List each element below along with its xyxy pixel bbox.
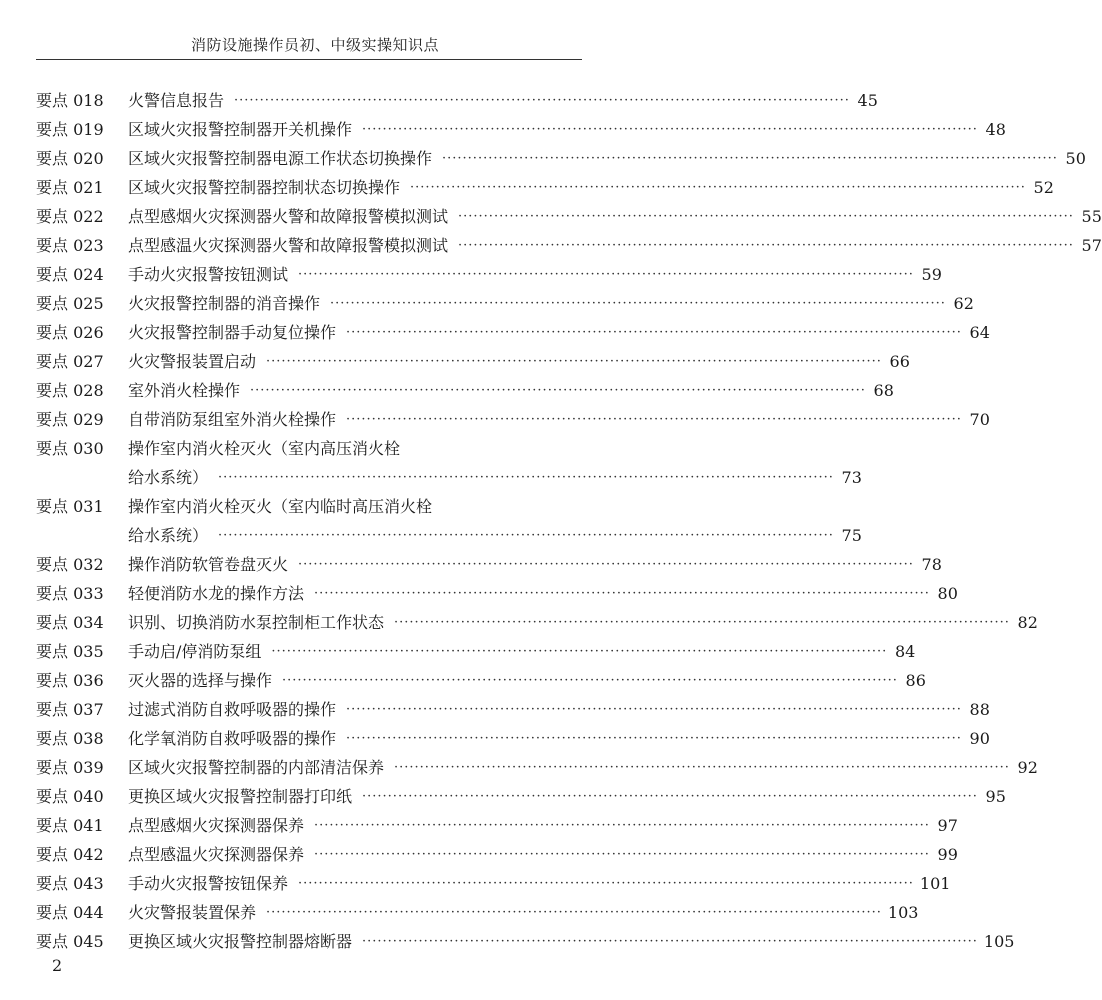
toc-entry-code: 要点 020 bbox=[36, 149, 104, 168]
toc-entry-page: 80 bbox=[937, 584, 958, 603]
toc-leader-dots: ························································································································ bbox=[298, 876, 914, 891]
toc-entry-line bbox=[36, 231, 1102, 260]
toc-entry-page: 55 bbox=[1081, 207, 1102, 226]
toc-leader-dots: ························································································································ bbox=[458, 238, 1074, 253]
toc-leader-dots: ························································································································ bbox=[282, 673, 898, 688]
toc-entry[interactable] bbox=[36, 724, 990, 753]
toc-leader-dots: ························································································································ bbox=[410, 180, 1026, 195]
toc-entry-title: 操作消防软管卷盘灭火 bbox=[128, 555, 289, 574]
toc-entry[interactable] bbox=[36, 550, 942, 579]
toc-entry-title: 给水系统） bbox=[128, 468, 209, 487]
toc-entry[interactable] bbox=[36, 898, 919, 927]
toc-entry[interactable] bbox=[36, 840, 958, 869]
toc-leader-dots: ························································································································ bbox=[234, 93, 850, 108]
header-rule bbox=[36, 59, 582, 60]
toc-entry-page: 66 bbox=[889, 352, 910, 371]
toc-leader-dots: ························································································································ bbox=[346, 731, 962, 746]
toc-entry[interactable] bbox=[36, 434, 862, 492]
toc-entry[interactable] bbox=[36, 608, 1038, 637]
toc-entry-code: 要点 033 bbox=[36, 584, 104, 603]
toc-entry-code: 要点 042 bbox=[36, 845, 104, 864]
toc-entry-title: 更换区域火灾报警控制器熔断器 bbox=[128, 932, 353, 951]
toc-entry[interactable] bbox=[36, 318, 990, 347]
toc-entry-page: 99 bbox=[937, 845, 958, 864]
toc-entry-code: 要点 038 bbox=[36, 729, 104, 748]
toc-entry-code: 要点 041 bbox=[36, 816, 104, 835]
toc-entry-title: 更换区域火灾报警控制器打印纸 bbox=[128, 787, 353, 806]
toc-entry-line bbox=[36, 492, 582, 521]
toc-entry-line bbox=[36, 608, 1038, 637]
toc-leader-dots: ························································································································ bbox=[298, 557, 914, 572]
toc-entry[interactable] bbox=[36, 927, 1015, 956]
toc-entry-title: 火灾警报装置启动 bbox=[128, 352, 257, 371]
toc-entry-line bbox=[36, 550, 942, 579]
toc-entry-page: 70 bbox=[969, 410, 990, 429]
toc-entry-code: 要点 036 bbox=[36, 671, 104, 690]
toc-entry-continuation-line bbox=[36, 521, 862, 550]
toc-entry-page: 84 bbox=[894, 642, 916, 661]
toc-entry-line bbox=[36, 898, 919, 927]
toc-entry[interactable] bbox=[36, 144, 1086, 173]
toc-leader-dots: ························································································································ bbox=[271, 644, 888, 659]
toc-entry[interactable] bbox=[36, 289, 974, 318]
toc-leader-dots: ························································································································ bbox=[346, 325, 962, 340]
toc-entry-line bbox=[36, 869, 951, 898]
toc-entry-code: 要点 021 bbox=[36, 178, 104, 197]
toc-entry-code: 要点 029 bbox=[36, 410, 104, 429]
toc-entry-title: 点型感温火灾探测器保养 bbox=[128, 845, 305, 864]
toc-entry-code: 要点 031 bbox=[36, 497, 104, 516]
toc-entry-page: 59 bbox=[921, 265, 942, 284]
toc-entry-code: 要点 018 bbox=[36, 91, 104, 110]
toc-leader-dots: ························································································································ bbox=[250, 383, 866, 398]
toc-entry-code: 要点 026 bbox=[36, 323, 104, 342]
toc-leader-dots: ························································································································ bbox=[314, 586, 930, 601]
toc-entry-page: 90 bbox=[969, 729, 990, 748]
toc-entry-title: 化学氧消防自救呼吸器的操作 bbox=[128, 729, 337, 748]
toc-entry-line bbox=[36, 782, 1006, 811]
toc-entry-code: 要点 035 bbox=[36, 642, 104, 661]
toc-leader-dots: ························································································································ bbox=[362, 789, 978, 804]
toc-entry-page: 92 bbox=[1017, 758, 1038, 777]
toc-leader-dots: ························································································································ bbox=[330, 296, 946, 311]
toc-leader-dots: ························································································································ bbox=[394, 615, 1010, 630]
toc-entry-code: 要点 024 bbox=[36, 265, 104, 284]
toc-leader-dots: ························································································································ bbox=[346, 412, 962, 427]
toc-entry[interactable] bbox=[36, 231, 1102, 260]
toc-entry-line bbox=[36, 260, 942, 289]
toc-entry-title: 区域火灾报警控制器的内部清洁保养 bbox=[128, 758, 385, 777]
toc-leader-dots: ························································································································ bbox=[266, 905, 882, 920]
toc-entry-title: 火灾报警控制器的消音操作 bbox=[128, 294, 321, 313]
toc-entry-code: 要点 022 bbox=[36, 207, 104, 226]
toc-entry-title: 轻便消防水龙的操作方法 bbox=[128, 584, 305, 603]
toc-entry-code: 要点 032 bbox=[36, 555, 104, 574]
toc-entry-line bbox=[36, 434, 582, 463]
toc-entry-page: 50 bbox=[1065, 149, 1086, 168]
toc-leader-dots: ························································································································ bbox=[298, 267, 914, 282]
toc-leader-dots: ························································································································ bbox=[346, 702, 962, 717]
toc-entry-page: 62 bbox=[953, 294, 974, 313]
toc-entry-page: 68 bbox=[873, 381, 894, 400]
toc-entry-title: 操作室内消火栓灭火（室内临时高压消火栓 bbox=[128, 497, 433, 516]
toc-leader-dots: ························································································································ bbox=[218, 470, 834, 485]
toc-entry-code: 要点 040 bbox=[36, 787, 104, 806]
toc-leader-dots: ························································································································ bbox=[314, 818, 930, 833]
toc-entry[interactable] bbox=[36, 782, 1006, 811]
toc-entry-line bbox=[36, 753, 1038, 782]
toc-entry-page: 73 bbox=[841, 468, 862, 487]
toc-entry-code: 要点 034 bbox=[36, 613, 104, 632]
toc-entry-line bbox=[36, 347, 910, 376]
running-header: 消防设施操作员初、中级实操知识点 bbox=[190, 36, 439, 54]
toc-entry[interactable] bbox=[36, 695, 990, 724]
toc-entry-page: 52 bbox=[1033, 178, 1054, 197]
toc-leader-dots: ························································································································ bbox=[458, 209, 1074, 224]
toc-entry-page: 57 bbox=[1081, 236, 1102, 255]
toc-entry-code: 要点 027 bbox=[36, 352, 104, 371]
toc-entry-line bbox=[36, 289, 974, 318]
toc-entry-title: 点型感温火灾探测器火警和故障报警模拟测试 bbox=[128, 236, 449, 255]
toc-leader-dots: ························································································································ bbox=[218, 528, 834, 543]
toc-entry[interactable] bbox=[36, 115, 1006, 144]
toc-entry-page: 95 bbox=[985, 787, 1006, 806]
toc-entry-line bbox=[36, 724, 990, 753]
toc-entry-line bbox=[36, 86, 878, 115]
toc-entry-page: 97 bbox=[937, 816, 958, 835]
toc-entry[interactable] bbox=[36, 173, 1054, 202]
toc-entry-page: 75 bbox=[841, 526, 862, 545]
toc-entry-line bbox=[36, 927, 1015, 956]
toc-entry-code: 要点 019 bbox=[36, 120, 104, 139]
toc-entry-title: 火灾报警控制器手动复位操作 bbox=[128, 323, 337, 342]
toc-entry-title: 火灾警报装置保养 bbox=[128, 903, 257, 922]
toc-entry-page: 64 bbox=[969, 323, 990, 342]
toc-entry[interactable] bbox=[36, 405, 990, 434]
toc-entry-line bbox=[36, 202, 1102, 231]
toc-entry-code: 要点 030 bbox=[36, 439, 104, 458]
toc-entry-code: 要点 028 bbox=[36, 381, 104, 400]
toc-entry-code: 要点 039 bbox=[36, 758, 104, 777]
toc-entry-page: 105 bbox=[983, 932, 1015, 951]
toc-entry[interactable] bbox=[36, 753, 1038, 782]
toc-entry-title: 自带消防泵组室外消火栓操作 bbox=[128, 410, 337, 429]
toc-entry-line bbox=[36, 695, 990, 724]
toc-leader-dots: ························································································································ bbox=[442, 151, 1058, 166]
toc-entry-page: 48 bbox=[985, 120, 1006, 139]
toc-entry-title: 点型感烟火灾探测器保养 bbox=[128, 816, 305, 835]
toc-leader-dots: ························································································································ bbox=[266, 354, 882, 369]
toc-leader-dots: ························································································································ bbox=[314, 847, 930, 862]
toc-entry-title: 点型感烟火灾探测器火警和故障报警模拟测试 bbox=[128, 207, 449, 226]
toc-entry-title: 手动火灾报警按钮测试 bbox=[128, 265, 289, 284]
toc-entry-line bbox=[36, 115, 1006, 144]
toc-entry-line bbox=[36, 144, 1086, 173]
toc-entry-line bbox=[36, 173, 1054, 202]
toc-entry-page: 78 bbox=[921, 555, 942, 574]
toc-entry-code: 要点 023 bbox=[36, 236, 104, 255]
toc-entry-title: 识别、切换消防水泵控制柜工作状态 bbox=[128, 613, 385, 632]
toc-entry-page: 103 bbox=[887, 903, 919, 922]
toc-entry-title: 区域火灾报警控制器控制状态切换操作 bbox=[128, 178, 401, 197]
toc-entry-title: 手动火灾报警按钮保养 bbox=[128, 874, 289, 893]
toc-entry[interactable] bbox=[36, 579, 958, 608]
toc-entry-line bbox=[36, 840, 958, 869]
toc-entry-line bbox=[36, 666, 926, 695]
toc-entry-page: 82 bbox=[1017, 613, 1038, 632]
toc-entry[interactable] bbox=[36, 492, 862, 550]
toc-entry[interactable] bbox=[36, 811, 958, 840]
toc-entry-title: 手动启/停消防泵组 bbox=[128, 642, 262, 661]
toc-entry-line bbox=[36, 318, 990, 347]
toc-entry-line bbox=[36, 811, 958, 840]
toc-entry[interactable] bbox=[36, 347, 910, 376]
toc-entry[interactable] bbox=[36, 666, 926, 695]
toc-leader-dots: ························································································································ bbox=[362, 122, 978, 137]
toc-entry-code: 要点 025 bbox=[36, 294, 104, 313]
toc-entry-page: 86 bbox=[905, 671, 926, 690]
table-of-contents bbox=[36, 86, 1102, 956]
toc-entry-line bbox=[36, 376, 894, 405]
toc-entry-title: 区域火灾报警控制器开关机操作 bbox=[128, 120, 353, 139]
toc-entry-line bbox=[36, 579, 958, 608]
toc-entry-title: 操作室内消火栓灭火（室内高压消火栓 bbox=[128, 439, 401, 458]
toc-entry-code: 要点 043 bbox=[36, 874, 104, 893]
toc-entry-title: 区域火灾报警控制器电源工作状态切换操作 bbox=[128, 149, 433, 168]
toc-entry[interactable] bbox=[36, 376, 894, 405]
toc-entry-title: 过滤式消防自救呼吸器的操作 bbox=[128, 700, 337, 719]
toc-entry-page: 88 bbox=[969, 700, 990, 719]
toc-entry[interactable] bbox=[36, 202, 1102, 231]
toc-entry-code: 要点 045 bbox=[36, 932, 104, 951]
toc-entry-code: 要点 044 bbox=[36, 903, 104, 922]
toc-entry-continuation-line bbox=[36, 463, 862, 492]
toc-entry-title: 给水系统） bbox=[128, 526, 209, 545]
toc-entry-title: 室外消火栓操作 bbox=[128, 381, 241, 400]
toc-entry[interactable] bbox=[36, 869, 951, 898]
toc-entry-title: 灭火器的选择与操作 bbox=[128, 671, 273, 690]
toc-leader-dots: ························································································································ bbox=[362, 934, 978, 949]
toc-entry-title: 火警信息报告 bbox=[128, 91, 225, 110]
toc-leader-dots: ························································································································ bbox=[394, 760, 1010, 775]
toc-entry-line bbox=[36, 637, 916, 666]
toc-entry-code: 要点 037 bbox=[36, 700, 104, 719]
page-number: 2 bbox=[52, 956, 63, 975]
toc-entry[interactable] bbox=[36, 260, 942, 289]
toc-entry[interactable] bbox=[36, 637, 916, 666]
toc-entry-page: 101 bbox=[919, 874, 951, 893]
toc-entry[interactable] bbox=[36, 86, 878, 115]
toc-entry-line bbox=[36, 405, 990, 434]
toc-entry-page: 45 bbox=[857, 91, 878, 110]
